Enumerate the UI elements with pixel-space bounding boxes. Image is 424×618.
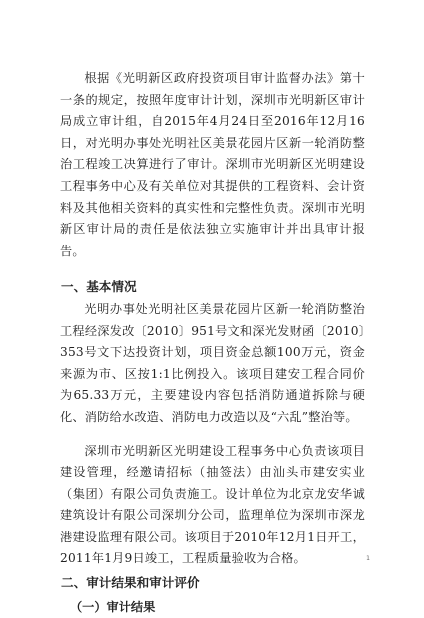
sub-heading-audit-results: （一）审计结果	[70, 599, 156, 614]
document-body	[60, 68, 365, 618]
basic-info-paragraph-1: 光明办事处光明社区美景花园片区新一轮消防整治工程经深发改〔2010〕951号文和深光发财函〔2010〕353号文下达投资计划，项目资金总额100万元，资金来源为市、区按1:1比例投入。该项目建安工程合同价为65.33万元，主要建设内容包括消防通道拆除与硬化、消防给水改造、消防电力改造以及“六乱”整治等。	[60, 301, 365, 424]
paragraph-gap	[60, 262, 365, 274]
basic-info-paragraph-2: 深圳市光明新区光明建设工程事务中心负责该项目建设管理，经邀请招标（抽签法）由汕头市建安实业（集团）有限公司负责施工。设计单位为北京龙安华诚建筑设计有限公司深圳分公司，监理单位为深圳市深龙港建设监理有限公司。该项目于2010年12月1日开工，2011年1月9日竣工，工程质量验收为合格。	[60, 443, 365, 566]
section-heading-basic-info: 一、基本情况	[61, 279, 137, 295]
paragraph-gap	[60, 429, 365, 441]
intro-paragraph: 根据《光明新区政府投资项目审计监督办法》第十一条的规定，按照年度审计计划，深圳市光明新区审计局成立审计组，自2015年4月24日至2016年12月16日，对光明办事处光明社区美景花园片区新一轮消防整治工程竣工决算进行了审计。深圳市光明新区光明建设工程事务中心及有关单位对其提供的工程资料、会计资料及其他相关资料的真实性和完整性负责。深圳市光明新区审计局的责任是依法独立实施审计并出具审计报告。	[60, 71, 365, 258]
page-number: 1	[366, 555, 370, 562]
section-heading-audit-results: 二、审计结果和审计评价	[61, 575, 200, 591]
